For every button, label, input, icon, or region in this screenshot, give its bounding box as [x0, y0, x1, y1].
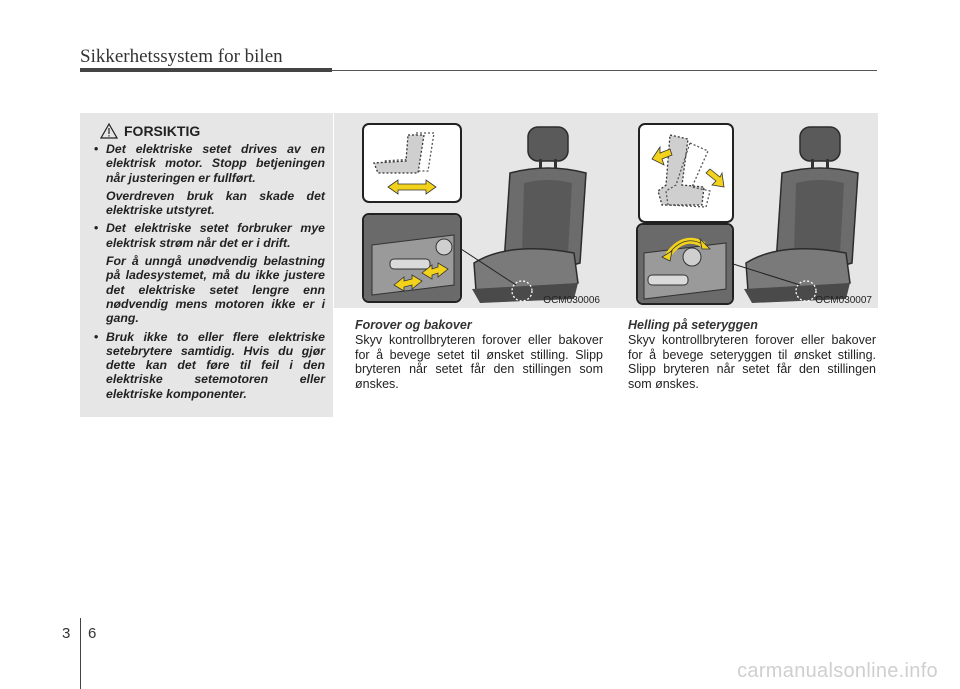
footer-divider: [80, 618, 81, 689]
caution-item-text: • Det elektriske setet drives av en elektrisk motor. Stopp betjeningen når justeringen er fullført.: [106, 142, 325, 185]
inset-seat-switch: [362, 213, 462, 303]
warning-triangle-icon: [100, 123, 118, 139]
page-header-title: Sikkerhetssystem for bilen: [80, 46, 283, 67]
header-rule-thin: [332, 70, 877, 71]
caution-box: [80, 113, 333, 417]
figure-seat-forward-backward: [334, 113, 606, 308]
caution-item: [92, 330, 325, 401]
page-number: 6: [88, 625, 97, 642]
caution-item-extra: Overdreven bruk kan skade det elektriske utstyret.: [106, 188, 325, 218]
page-chapter-number: 3: [62, 625, 71, 642]
watermark-text: carmanualsonline.info: [737, 660, 938, 682]
section-title: Forover og bakover: [355, 318, 472, 332]
caution-item: [92, 142, 325, 217]
caution-item-text: • Det elektriske setet forbruker mye elektrisk strøm når det er i drift.: [106, 221, 325, 250]
inset-recline-switch: [636, 223, 734, 305]
figure-code: OCM030006: [543, 295, 600, 306]
section-body: Skyv kontrollbryteren forover eller bakover for å bevege seteryggen til ønsket stilling. Slipp bryteren når setet får den stillingen som ønskes.: [628, 333, 876, 391]
section-backrest-recline: [628, 318, 876, 391]
inset-seat-movement: [362, 123, 462, 203]
inset-backrest-movement: [638, 123, 734, 223]
figure-seat-recline: [606, 113, 878, 308]
section-title: Helling på seteryggen: [628, 318, 758, 332]
caution-title: FORSIKTIG: [124, 123, 201, 139]
figure-code: OCM030007: [815, 295, 872, 306]
section-body: Skyv kontrollbryteren forover eller bakover for å bevege setet til ønsket stilling. Slipp bryteren når setet får den stillingen som ønskes.: [355, 333, 603, 391]
caution-header: [100, 123, 325, 139]
header-rule-thick: [80, 68, 332, 72]
section-forward-backward: [355, 318, 603, 391]
caution-list: [92, 142, 325, 401]
caution-item-text: • Bruk ikke to eller flere elektriske setebrytere samtidig. Hvis du gjør dette kan det føre til feil i den elektriske setemotoren eller elektriske komponenter.: [106, 329, 325, 401]
caution-item-extra: For å unngå unødvendig belastning på ladesystemet, må du ikke justere det elektriske setet lengre enn nødvendig mens motoren ikke er i gang.: [106, 254, 325, 326]
caution-item: [92, 221, 325, 325]
